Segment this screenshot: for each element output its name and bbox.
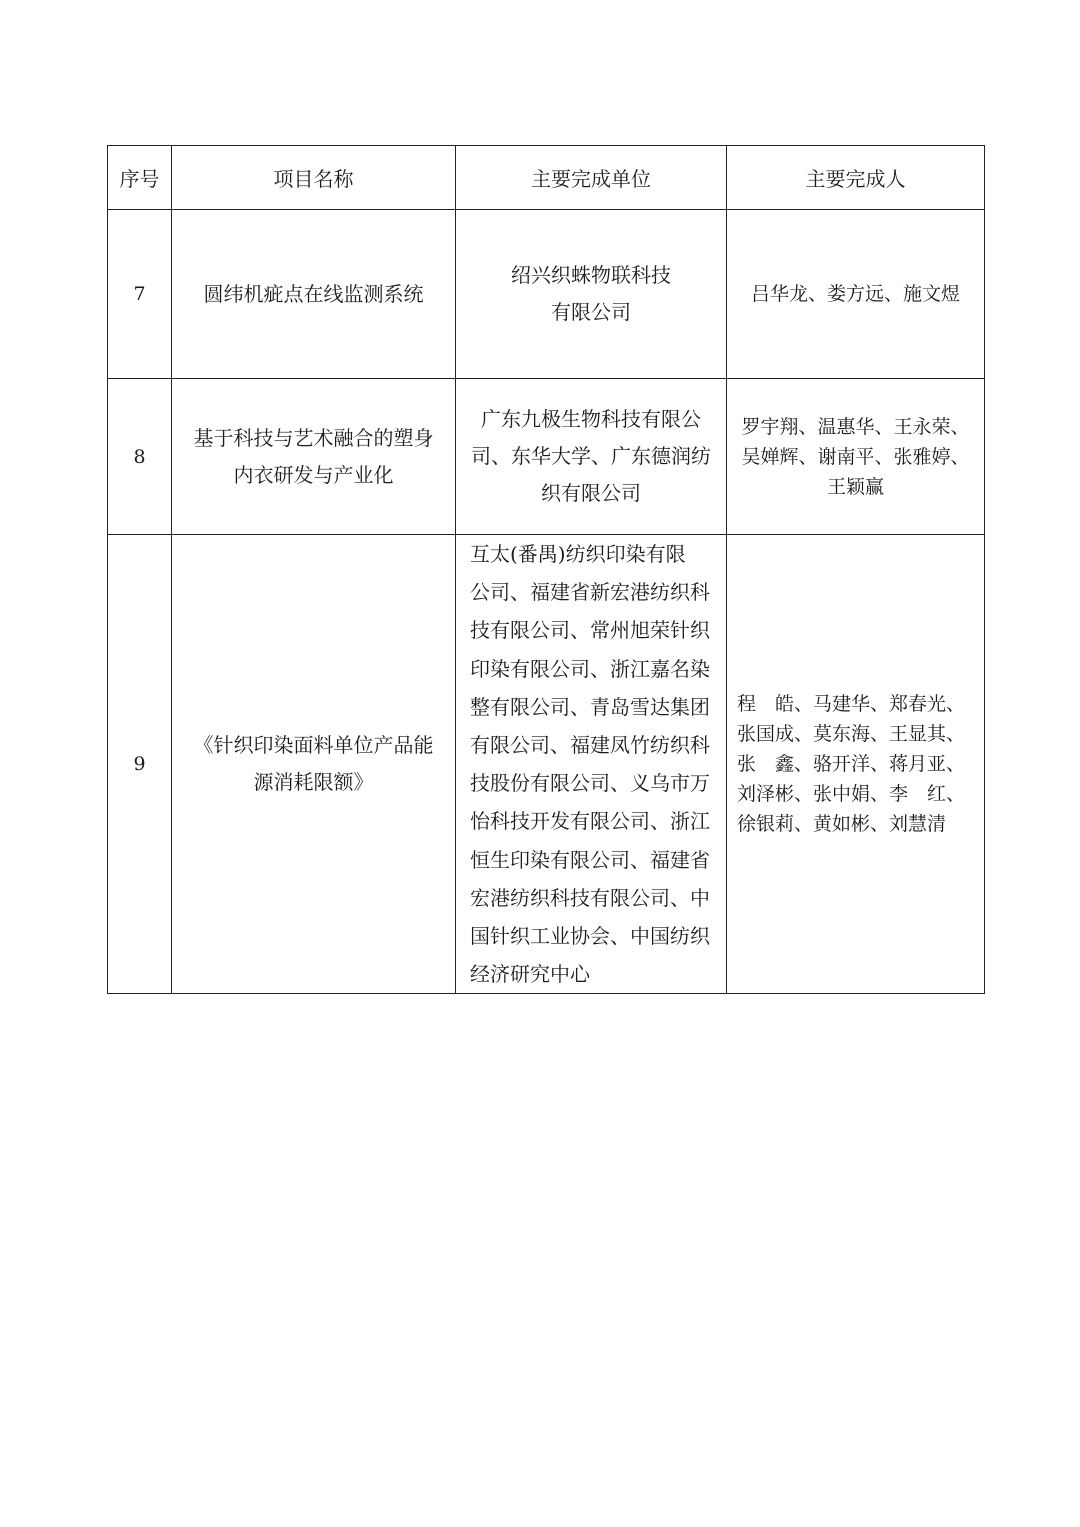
- person-line: 吴婵辉、谢南平、张雅婷、: [741, 445, 970, 468]
- project-name-line: 《针织印染面料单位产品能: [193, 733, 434, 758]
- header-unit: 主要完成单位: [456, 146, 727, 210]
- unit-line: 司、东华大学、广东德润纺: [471, 444, 711, 468]
- unit-line: 绍兴织蛛物联科技: [511, 263, 671, 287]
- person-line: 程 皓、马建华、郑春光、: [737, 693, 966, 716]
- persons-cell: [727, 535, 985, 994]
- unit-line: 广东九极生物科技有限公: [481, 407, 701, 431]
- header-no: 序号: [108, 146, 172, 210]
- project-name-line: 源消耗限额》: [253, 770, 374, 795]
- header-project-name: 项目名称: [172, 146, 456, 210]
- project-name-line: 内衣研发与产业化: [233, 462, 394, 487]
- unit-line: 国针织工业协会、中国纺织: [470, 924, 710, 949]
- unit-line: 技有限公司、常州旭荣针织: [470, 618, 710, 643]
- unit-line: 怡科技开发有限公司、浙江: [470, 809, 710, 834]
- unit-line: 有限公司: [551, 300, 631, 324]
- unit-line: 技股份有限公司、义乌市万: [470, 771, 710, 796]
- project-name-cell: [172, 210, 456, 379]
- project-name-line: 圆纬机疵点在线监测系统: [203, 281, 424, 306]
- table-row: [108, 210, 985, 379]
- project-name-cell: [172, 379, 456, 535]
- person-line: 徐银莉、黄如彬、刘慧清: [737, 813, 947, 836]
- person-line: 刘泽彬、张中娟、李 红、: [737, 783, 966, 806]
- unit-line: 互太(番禺)纺织印染有限: [470, 542, 686, 566]
- row-number: 8: [108, 379, 172, 535]
- project-name-cell: [172, 535, 456, 994]
- unit-line: 公司、福建省新宏港纺织科: [470, 580, 710, 605]
- person-line: 吕华龙、娄方远、施文煜: [750, 283, 960, 305]
- unit-line: 宏港纺织科技有限公司、中: [470, 885, 710, 910]
- table-header-row: [108, 146, 985, 210]
- table-row: [108, 379, 985, 535]
- unit-cell: [456, 210, 727, 379]
- table-row: [108, 535, 985, 994]
- unit-cell: [456, 535, 727, 994]
- unit-line: 整有限公司、青岛雪达集团: [470, 694, 710, 719]
- unit-line: 印染有限公司、浙江嘉名染: [470, 656, 710, 681]
- persons-cell: [727, 210, 985, 379]
- row-number: 9: [108, 535, 172, 994]
- person-line: 王颖赢: [826, 475, 884, 498]
- awards-table: [107, 145, 985, 994]
- unit-cell: [456, 379, 727, 535]
- unit-line: 恒生印染有限公司、福建省: [470, 847, 710, 872]
- unit-line: 有限公司、福建凤竹纺织科: [470, 733, 710, 758]
- header-persons: 主要完成人: [727, 146, 985, 210]
- unit-line: 织有限公司: [541, 481, 641, 505]
- row-number: 7: [108, 210, 172, 379]
- unit-line: 经济研究中心: [470, 962, 590, 987]
- project-name-line: 基于科技与艺术融合的塑身: [193, 425, 434, 450]
- person-line: 罗宇翔、温惠华、王永荣、: [741, 415, 970, 438]
- person-line: 张 鑫、骆开洋、蒋月亚、: [737, 753, 966, 776]
- person-line: 张国成、莫东海、王显其、: [737, 723, 966, 746]
- persons-cell: [727, 379, 985, 535]
